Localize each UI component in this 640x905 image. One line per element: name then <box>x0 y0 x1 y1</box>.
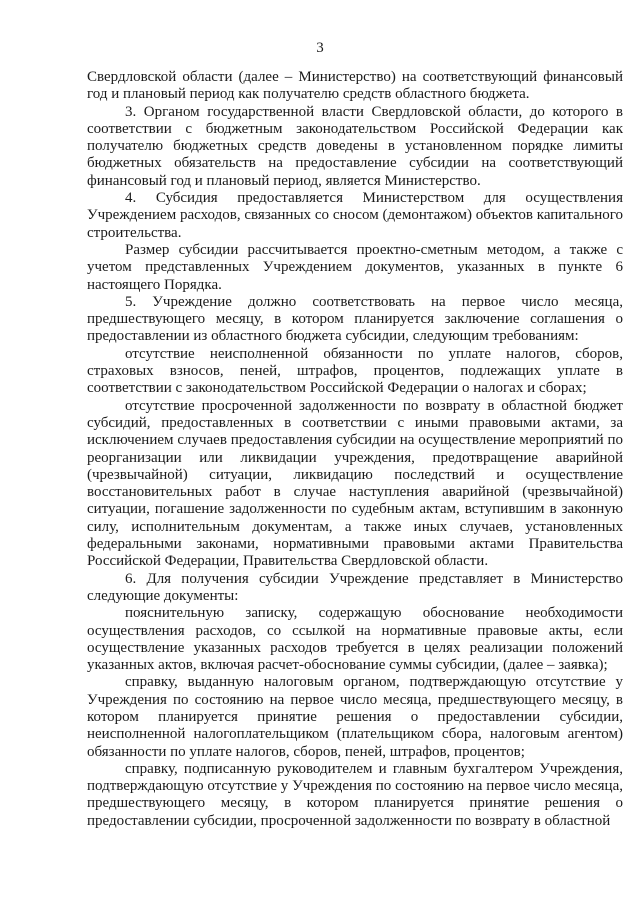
document-body <box>87 69 623 830</box>
paragraph-subsidy-amount: Размер субсидии рассчитывается проектно-сметным методом, а также с учетом представленных Учреждением документов, указанных в пункте 6 настоящего Порядка. <box>87 241 623 293</box>
paragraph-item-6: 6. Для получения субсидии Учреждение представляет в Министерство следующие документы: <box>87 570 623 604</box>
paragraph-document-note: пояснительную записку, содержащую обоснование необходимости осуществления расходов, со ссылкой на нормативные правовые акты, если осуществление указанных расходов требуется в целях реализации положений указанных актов, включая расчет-обоснование суммы субсидии, (далее – заявка); <box>87 605 623 674</box>
paragraph-document-signed-certificate: справку, подписанную руководителем и главным бухгалтером Учреждения, подтверждающую отсутствие у Учреждения по состоянию на первое число месяца, предшествующего месяцу, в котором планируется принятие решения о предоставлении субсидии, просроченной задолженности по возврату в областной <box>87 760 623 829</box>
paragraph-item-5: 5. Учреждение должно соответствовать на первое число месяца, предшествующего месяцу, в котором планируется заключение соглашения о предоставлении из областного бюджета субсидии, следующим требованиям: <box>87 293 623 345</box>
page-number: 3 <box>316 40 324 56</box>
paragraph-continuation: Свердловской области (далее – Министерство) на соответствующий финансовый год и плановый период как получателю средств областного бюджета. <box>87 69 623 103</box>
paragraph-requirement-debt: отсутствие просроченной задолженности по возврату в областной бюджет субсидий, предоставленных в соответствии с иными правовыми актами, за исключением случаев предоставления субсидии на осуществление мероприятий по реорганизации или ликвидации учреждения, предотвращение аварийной (чрезвычайной) ситуации, ликвидацию последствий и осуществление восстановительных работ в случае наступления аварийной (чрезвычайной) ситуации, погашение задолженности по судебным актам, вступившим в законную силу, исполнительным документам, а также иных случаев, установленных федеральными законами, нормативными правовыми актами Правительства Российской Федерации, Правительства Свердловской области. <box>87 397 623 570</box>
paragraph-item-3: 3. Органом государственной власти Свердловской области, до которого в соответствии с бюджетным законодательством Российской Федерации как получателю бюджетных средств доведены в установленном порядке лимиты бюджетных обязательств на предоставление субсидии на соответствующий финансовый год и плановый период, является Министерство. <box>87 103 623 189</box>
paragraph-item-4: 4. Субсидия предоставляется Министерством для осуществления Учреждением расходов, связанных со сносом (демонтажом) объектов капитального строительства. <box>87 190 623 241</box>
paragraph-requirement-taxes: отсутствие неисполненной обязанности по уплате налогов, сборов, страховых взносов, пеней, штрафов, процентов, подлежащих уплате в соответствии с законодательством Российской Федерации о налогах и сборах; <box>87 345 623 397</box>
paragraph-document-tax-certificate: справку, выданную налоговым органом, подтверждающую отсутствие у Учреждения по состоянию на первое число месяца, предшествующего месяцу, в котором планируется принятие решения о предоставлении субсидии, неисполненной налогоплательщиком (плательщиком сбора, налоговым агентом) обязанности по уплате налогов, сборов, пеней, штрафов, процентов; <box>87 674 623 760</box>
